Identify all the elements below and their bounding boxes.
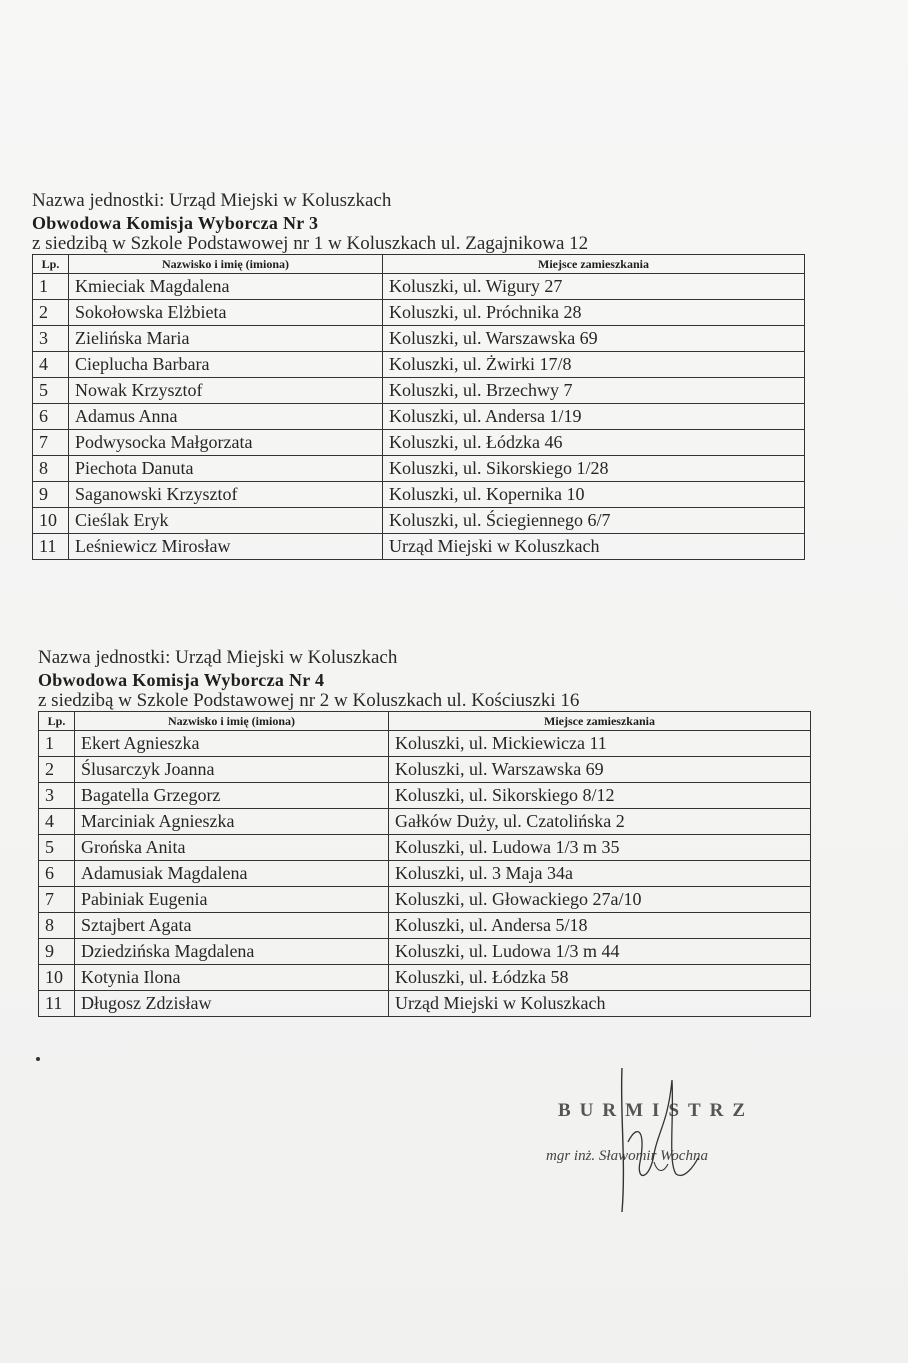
table-row xyxy=(39,757,811,783)
cell-lp: 4 xyxy=(39,809,75,835)
cell-lp: 11 xyxy=(39,991,75,1017)
table-row xyxy=(33,430,805,456)
cell-name: Cieplucha Barbara xyxy=(69,352,383,378)
table-row xyxy=(39,861,811,887)
cell-lp: 9 xyxy=(39,939,75,965)
table-row xyxy=(33,404,805,430)
cell-name: Marciniak Agnieszka xyxy=(75,809,389,835)
cell-address: Koluszki, ul. Warszawska 69 xyxy=(383,326,805,352)
header-name: Nazwisko i imię (imiona) xyxy=(69,255,383,274)
table-row xyxy=(33,326,805,352)
table-row xyxy=(39,939,811,965)
cell-address: Gałków Duży, ul. Czatolińska 2 xyxy=(389,809,811,835)
cell-name: Sokołowska Elżbieta xyxy=(69,300,383,326)
committee-section-3 xyxy=(32,190,804,560)
table-row xyxy=(39,991,811,1017)
cell-address: Koluszki, ul. Próchnika 28 xyxy=(383,300,805,326)
stamp-title: BURMISTRZ xyxy=(558,1100,755,1121)
cell-address: Koluszki, ul. Mickiewicza 11 xyxy=(389,731,811,757)
cell-name: Leśniewicz Mirosław xyxy=(69,534,383,560)
cell-lp: 5 xyxy=(39,835,75,861)
cell-lp: 6 xyxy=(39,861,75,887)
table-row xyxy=(39,783,811,809)
members-table xyxy=(32,254,805,560)
cell-address: Koluszki, ul. Brzechwy 7 xyxy=(383,378,805,404)
committee-title: Obwodowa Komisja Wyborcza Nr 4 xyxy=(38,670,325,690)
committee-title: Obwodowa Komisja Wyborcza Nr 3 xyxy=(32,213,319,233)
cell-address: Koluszki, ul. Głowackiego 27a/10 xyxy=(389,887,811,913)
committee-section-4 xyxy=(38,647,810,1017)
cell-address: Koluszki, ul. Warszawska 69 xyxy=(389,757,811,783)
cell-address: Koluszki, ul. Ściegiennego 6/7 xyxy=(383,508,805,534)
cell-address: Koluszki, ul. Żwirki 17/8 xyxy=(383,352,805,378)
cell-name: Cieślak Eryk xyxy=(69,508,383,534)
table-row xyxy=(39,835,811,861)
cell-address: Urząd Miejski w Koluszkach xyxy=(389,991,811,1017)
table-row xyxy=(39,965,811,991)
table-row xyxy=(33,508,805,534)
cell-lp: 6 xyxy=(33,404,69,430)
cell-address: Koluszki, ul. Andersa 5/18 xyxy=(389,913,811,939)
committee-seat: z siedzibą w Szkole Podstawowej nr 2 w Koluszkach ul. Kościuszki 16 xyxy=(38,690,580,711)
members-table xyxy=(38,711,811,1017)
table-row xyxy=(33,456,805,482)
header-address: Miejsce zamieszkania xyxy=(383,255,805,274)
header-address: Miejsce zamieszkania xyxy=(389,712,811,731)
cell-lp: 7 xyxy=(39,887,75,913)
cell-name: Grońska Anita xyxy=(75,835,389,861)
table-row xyxy=(39,887,811,913)
cell-address: Koluszki, ul. Łódzka 46 xyxy=(383,430,805,456)
cell-name: Pabiniak Eugenia xyxy=(75,887,389,913)
table-row xyxy=(33,352,805,378)
header-lp: Lp. xyxy=(39,712,75,731)
cell-address: Koluszki, ul. 3 Maja 34a xyxy=(389,861,811,887)
cell-name: Adamusiak Magdalena xyxy=(75,861,389,887)
cell-name: Ekert Agnieszka xyxy=(75,731,389,757)
committee-seat: z siedzibą w Szkole Podstawowej nr 1 w Koluszkach ul. Zagajnikowa 12 xyxy=(32,233,589,254)
cell-address: Koluszki, ul. Wigury 27 xyxy=(383,274,805,300)
table-row xyxy=(39,731,811,757)
cell-lp: 8 xyxy=(39,913,75,939)
cell-lp: 7 xyxy=(33,430,69,456)
cell-name: Ślusarczyk Joanna xyxy=(75,757,389,783)
cell-address: Koluszki, ul. Andersa 1/19 xyxy=(383,404,805,430)
cell-lp: 4 xyxy=(33,352,69,378)
cell-lp: 9 xyxy=(33,482,69,508)
table-header-row xyxy=(33,255,805,274)
cell-address: Koluszki, ul. Ludowa 1/3 m 44 xyxy=(389,939,811,965)
cell-lp: 8 xyxy=(33,456,69,482)
cell-lp: 2 xyxy=(33,300,69,326)
cell-lp: 11 xyxy=(33,534,69,560)
cell-lp: 3 xyxy=(39,783,75,809)
cell-name: Bagatella Grzegorz xyxy=(75,783,389,809)
cell-lp: 5 xyxy=(33,378,69,404)
cell-name: Piechota Danuta xyxy=(69,456,383,482)
cell-name: Podwysocka Małgorzata xyxy=(69,430,383,456)
cell-address: Koluszki, ul. Kopernika 10 xyxy=(383,482,805,508)
ink-dot xyxy=(36,1057,40,1061)
handwritten-signature xyxy=(598,1062,708,1222)
cell-name: Kotynia Ilona xyxy=(75,965,389,991)
unit-name: Nazwa jednostki: Urząd Miejski w Koluszkach xyxy=(32,190,392,211)
cell-name: Saganowski Krzysztof xyxy=(69,482,383,508)
table-row xyxy=(33,534,805,560)
header-lp: Lp. xyxy=(33,255,69,274)
table-row xyxy=(33,482,805,508)
cell-lp: 10 xyxy=(33,508,69,534)
cell-lp: 3 xyxy=(33,326,69,352)
cell-address: Koluszki, ul. Ludowa 1/3 m 35 xyxy=(389,835,811,861)
cell-address: Koluszki, ul. Sikorskiego 8/12 xyxy=(389,783,811,809)
cell-name: Sztajbert Agata xyxy=(75,913,389,939)
table-row xyxy=(33,378,805,404)
table-row xyxy=(39,809,811,835)
cell-name: Adamus Anna xyxy=(69,404,383,430)
cell-lp: 1 xyxy=(33,274,69,300)
cell-address: Koluszki, ul. Sikorskiego 1/28 xyxy=(383,456,805,482)
cell-lp: 2 xyxy=(39,757,75,783)
cell-name: Nowak Krzysztof xyxy=(69,378,383,404)
table-row xyxy=(33,300,805,326)
table-header-row xyxy=(39,712,811,731)
cell-lp: 10 xyxy=(39,965,75,991)
cell-address: Koluszki, ul. Łódzka 58 xyxy=(389,965,811,991)
unit-name: Nazwa jednostki: Urząd Miejski w Koluszkach xyxy=(38,647,398,668)
cell-lp: 1 xyxy=(39,731,75,757)
table-row xyxy=(39,913,811,939)
cell-address: Urząd Miejski w Koluszkach xyxy=(383,534,805,560)
header-name: Nazwisko i imię (imiona) xyxy=(75,712,389,731)
table-row xyxy=(33,274,805,300)
cell-name: Dziedzińska Magdalena xyxy=(75,939,389,965)
cell-name: Kmieciak Magdalena xyxy=(69,274,383,300)
cell-name: Zielińska Maria xyxy=(69,326,383,352)
stamp-name: mgr inż. Sławomir Wochna xyxy=(546,1148,708,1164)
cell-name: Długosz Zdzisław xyxy=(75,991,389,1017)
